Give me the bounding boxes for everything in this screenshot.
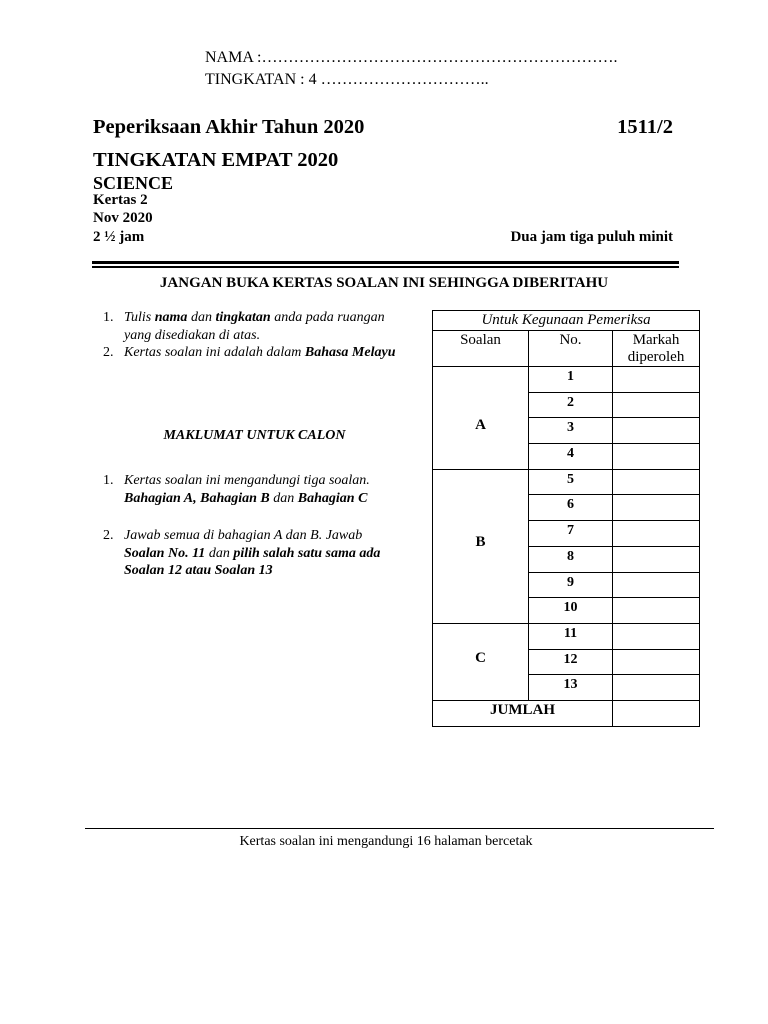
item-number: 1. (103, 473, 114, 488)
question-number: 11 (529, 623, 613, 649)
marks-obtained-cell (613, 495, 700, 521)
text-run: Jawab semua di bahagian A dan B. Jawab (124, 528, 363, 543)
info-line (124, 472, 430, 490)
question-number: 1 (529, 367, 613, 393)
question-number: 8 (529, 546, 613, 572)
section-label: A (433, 367, 529, 470)
marks-obtained-cell (613, 546, 700, 572)
bold-text-run: Bahagian A, Bahagian B (124, 490, 270, 506)
item-number: 2. (103, 345, 114, 360)
question-number: 10 (529, 598, 613, 624)
exam-title: Peperiksaan Akhir Tahun 2020 (93, 116, 365, 138)
question-number: 7 (529, 521, 613, 547)
instruction-item (0, 344, 430, 362)
divider-thick (92, 261, 679, 264)
marks-obtained-cell (613, 572, 700, 598)
marks-obtained-cell (613, 367, 700, 393)
marks-obtained-cell (613, 649, 700, 675)
question-number: 2 (529, 392, 613, 418)
instruction-line (124, 309, 430, 327)
exam-duration: 2 ½ jam (93, 229, 145, 245)
candidate-form-line: TINGKATAN : 4 ………………………….. (205, 71, 489, 88)
instructions-list (0, 309, 430, 362)
text-run: dan (187, 310, 216, 325)
marks-obtained-cell (613, 521, 700, 547)
text-run: Kertas soalan ini mengandungi tiga soalan. (124, 473, 370, 488)
bold-text-run: Soalan 12 atau Soalan 13 (124, 563, 273, 578)
exam-code: 1511/2 (617, 116, 673, 138)
exam-paper: Kertas 2 (93, 192, 148, 208)
divider-thin (92, 266, 679, 268)
bold-text-run: Bahasa Melayu (304, 345, 396, 360)
exam-month: Nov 2020 (93, 210, 153, 226)
section-label: C (433, 623, 529, 700)
item-number: 2. (103, 528, 114, 543)
item-number: 1. (103, 310, 114, 325)
question-number: 13 (529, 675, 613, 701)
text-run: dan (205, 545, 234, 561)
exam-subject: SCIENCE (93, 173, 174, 193)
text-run: Tulis (124, 310, 155, 325)
exam-duration-words: Dua jam tiga puluh minit (510, 229, 673, 245)
question-number: 4 (529, 444, 613, 470)
bold-text-run: tingkatan (215, 310, 271, 325)
text-run: anda pada ruangan (270, 310, 385, 325)
question-number: 9 (529, 572, 613, 598)
bold-text-run: Soalan No. 11 (124, 545, 206, 561)
bold-text-run: pilih salah satu sama ada (233, 545, 381, 561)
candidate-info-list (0, 527, 430, 580)
column-header-number: No. (529, 331, 613, 367)
question-number: 12 (529, 649, 613, 675)
marks-obtained-cell (613, 444, 700, 470)
text-run: dan (269, 490, 298, 506)
marks-obtained-cell (613, 469, 700, 495)
candidate-info-list (0, 472, 430, 507)
section-label: B (433, 469, 529, 623)
instruction-item (0, 309, 430, 344)
candidate-info-item (0, 527, 430, 580)
question-number: 6 (529, 495, 613, 521)
info-line (124, 562, 430, 580)
text-run: yang disediakan di atas. (124, 327, 261, 343)
info-line (124, 545, 430, 563)
page-count-note: Kertas soalan ini mengandungi 16 halaman bercetak (239, 834, 533, 849)
total-marks-cell (613, 700, 700, 726)
info-line (124, 527, 430, 545)
column-header-question: Soalan (433, 331, 529, 367)
warning-heading: JANGAN BUKA KERTAS SOALAN INI SEHINGGA DIBERITAHU (159, 275, 609, 291)
marks-obtained-cell (613, 623, 700, 649)
candidate-info-item (0, 472, 430, 507)
marks-obtained-cell (613, 392, 700, 418)
candidate-name-line: NAMA :…………………………………………………………. (205, 49, 618, 66)
total-label: JUMLAH (433, 700, 613, 726)
instruction-line (124, 327, 430, 345)
table-caption: Untuk Kegunaan Pemeriksa (433, 311, 700, 331)
footer-divider (85, 828, 714, 829)
exam-form: TINGKATAN EMPAT 2020 (93, 149, 339, 171)
question-number: 3 (529, 418, 613, 444)
examiner-marks-table (432, 310, 700, 727)
column-header-marks: Markah diperoleh (613, 331, 700, 367)
instruction-line (124, 344, 430, 362)
marks-obtained-cell (613, 675, 700, 701)
info-line (124, 490, 430, 508)
marks-obtained-cell (613, 418, 700, 444)
text-run: Kertas soalan ini adalah dalam (124, 345, 305, 360)
bold-text-run: nama (154, 310, 188, 325)
candidate-info-heading: MAKLUMAT UNTUK CALON (163, 428, 346, 443)
bold-text-run: Bahagian C (297, 490, 368, 506)
marks-obtained-cell (613, 598, 700, 624)
question-number: 5 (529, 469, 613, 495)
